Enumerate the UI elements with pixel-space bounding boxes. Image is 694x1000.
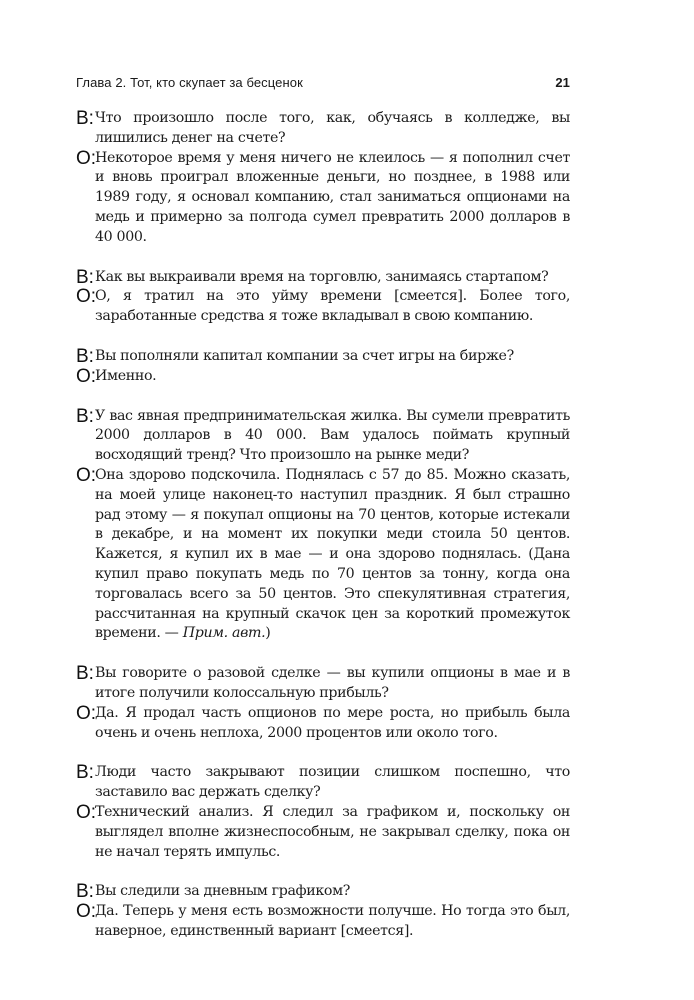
question-text: Вы говорите о разовой сделке — вы купили опционы в мае и в итоге получили колоссальную прибыль? — [95, 665, 570, 701]
qa-block — [76, 763, 570, 862]
question — [76, 407, 570, 466]
qa-block — [76, 882, 570, 941]
question-marker: В: — [76, 266, 94, 288]
question-marker: В: — [76, 762, 94, 784]
answer — [76, 803, 570, 862]
question-text: У вас явная предпринимательская жилка. Вы сумели превратить 2000 долларов в 40 000. Вам удалось поймать крупный восходящий тренд? Что произошло на рынке меди? — [95, 407, 570, 464]
question — [76, 664, 570, 704]
interview-text — [76, 109, 570, 942]
answer-closing-paren: ) — [265, 625, 271, 642]
question-text: Люди часто закрывают позиции слишком поспешно, что заставило вас держать сделку? — [95, 764, 570, 801]
question-marker: В: — [76, 108, 94, 129]
answer — [76, 287, 570, 327]
qa-block — [76, 664, 570, 743]
qa-block — [76, 347, 570, 387]
answer-text: Да. Я продал часть опционов по мере роста, но прибыль была очень и очень неплоха, 2000 процентов или около того. — [95, 704, 570, 741]
answer — [76, 704, 570, 744]
answer-marker: О: — [76, 464, 97, 486]
question — [76, 268, 570, 288]
answer-main-text: Она здорово подскочила. Поднялась с 57 до 85. Можно сказать, на моей улице наконец-то наступил праздник. Я был страшно рад этому — я покупал опционы на 70 центов, которые истекали в декабре, и на момент их покупки меди стоила 50 центов. Кажется, я купил их в мае — и она здорово поднялась. (Дана купил право покупать медь по 70 центов за тонну, когда она торговалась всего за 50 центов. Это спекулятивная стратегия, рассчитанная на крупный скачок цен за короткий промежуток времени. — — [95, 466, 570, 642]
answer — [76, 466, 570, 644]
question — [76, 109, 570, 149]
question — [76, 347, 570, 367]
answer-marker: О: — [76, 702, 97, 724]
answer-marker: О: — [76, 147, 97, 169]
question-text: Вы следили за дневным графиком? — [95, 883, 351, 900]
answer-marker: О: — [76, 286, 97, 308]
page-number: 21 — [555, 75, 570, 90]
answer-text: Некоторое время у меня ничего не клеилось — я пополнил счет и вновь проиграл вложенные деньги, но позднее, в 1988 или 1989 году, я основал компанию, стал заниматься опционами на медь и примерно за полгода сумел превратить 2000 долларов в 40 000. — [95, 149, 570, 245]
answer-text: Да. Теперь у меня есть возможности получше. Но тогда это был, наверное, единственный вариант [смеется]. — [95, 903, 570, 939]
chapter-title: Глава 2. Тот, кто скупает за бесценок — [76, 75, 303, 90]
question — [76, 763, 570, 803]
answer-text — [95, 466, 570, 644]
answer-text: Технический анализ. Я следил за графиком и, поскольку он выглядел вполне жизнеспособным, не закрывал сделку, пока он не начал терять импульс. — [95, 803, 570, 860]
question-marker: В: — [76, 663, 94, 685]
author-note: Прим. авт. — [182, 625, 266, 642]
answer-marker: О: — [76, 901, 97, 923]
question — [76, 882, 570, 902]
answer-marker: О: — [76, 801, 97, 823]
answer — [76, 149, 570, 248]
qa-block — [76, 109, 570, 248]
question-text: Что произошло после того, как, обучаясь в колледже, вы лишились денег на счете? — [95, 110, 570, 146]
answer-marker: О: — [76, 365, 97, 387]
question-text: Вы пополняли капитал компании за счет игры на бирже? — [95, 347, 514, 364]
question-marker: В: — [76, 405, 94, 427]
answer-text: О, я тратил на это уйму времени [смеется]. Более того, заработанные средства я тоже вкладывал в свою компанию. — [95, 288, 570, 325]
question-marker: В: — [76, 345, 94, 367]
answer-text: Именно. — [95, 367, 157, 384]
question-marker: В: — [76, 881, 94, 903]
question-text: Как вы выкраивали время на торговлю, занимаясь стартапом? — [95, 268, 549, 285]
answer — [76, 902, 570, 942]
qa-block — [76, 268, 570, 327]
qa-block — [76, 407, 570, 645]
answer — [76, 367, 570, 387]
